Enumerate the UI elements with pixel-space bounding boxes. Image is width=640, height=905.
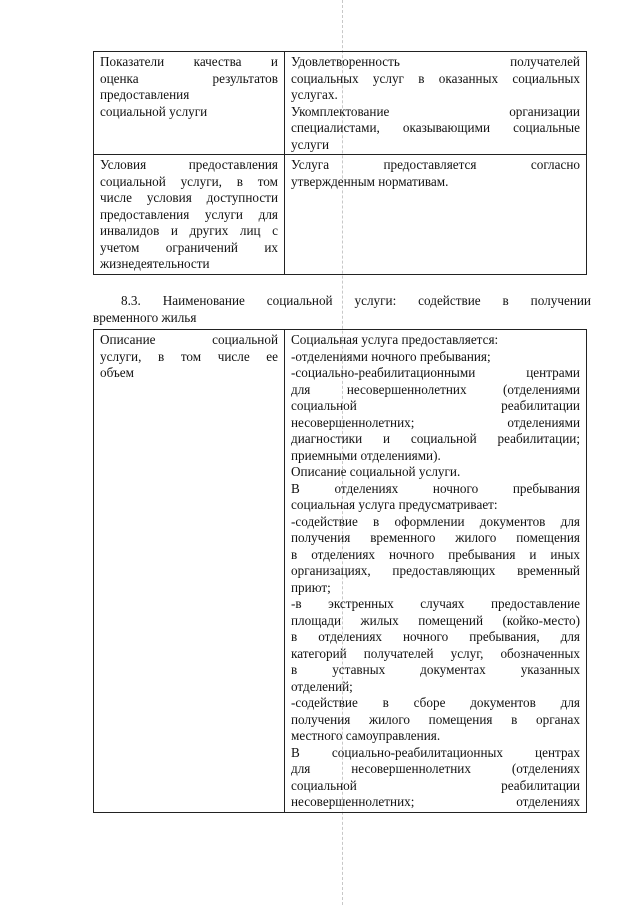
text-line: -отделениями ночного пребывания; (291, 348, 491, 364)
table-row (94, 52, 587, 155)
text-line: площади жилых помещений (койко-место) (291, 612, 580, 628)
text-line: услугах. (291, 87, 338, 102)
quality-conditions-table (93, 51, 587, 275)
text-line: утвержденным нормативам. (291, 173, 449, 189)
row-label-cell (94, 330, 285, 813)
text-line: Описание социальной услуги. (291, 464, 461, 479)
text-line: -содействие в оформлении документов для (291, 513, 580, 529)
text-line: объем (100, 365, 134, 380)
text-line: социальной реабилитации (291, 398, 580, 413)
text-line: социальной услуги (100, 103, 208, 119)
text-line: специалистами, оказывающими социальные (291, 120, 580, 135)
text-line: Описание социальной (100, 332, 278, 347)
text-line: Укомплектование организации (291, 103, 580, 119)
text-line: оценка результатов (100, 70, 278, 86)
text-line: жизнедеятельности (100, 256, 210, 271)
row-value-cell (285, 155, 587, 275)
text-line: В социально-реабилитационных центрах (291, 744, 580, 760)
text-line: для несовершеннолетних (отделениями (291, 381, 580, 397)
text-line: Удовлетворенность получателей (291, 54, 580, 69)
text-line: Показатели качества и (100, 54, 278, 69)
text-line: для несовершеннолетних (отделениях (291, 761, 580, 776)
table-row (94, 155, 587, 275)
text-line: в отделениях ночного пребывания, для (291, 629, 580, 644)
text-line: несовершеннолетних; отделениями (291, 414, 580, 430)
section-heading-8-3 (93, 293, 591, 326)
row-label-cell (94, 155, 285, 275)
text-line: получения временного жилого помещения (291, 530, 580, 545)
service-description-table (93, 329, 587, 813)
text-line: социальной услуги, в том (100, 173, 278, 189)
text-line: несовершеннолетних; отделениях (291, 794, 580, 809)
text-line: Социальная услуга предоставляется: (291, 332, 499, 347)
text-line: Условия предоставления (100, 157, 278, 172)
text-line: услуги (291, 136, 330, 152)
text-line: предоставления услуги для (100, 206, 278, 222)
text-line: получения жилого помещения в органах (291, 711, 580, 727)
text-line: приют; (291, 579, 331, 595)
text-line: В отделениях ночного пребывания (291, 480, 580, 496)
text-line: категорий получателей услуг, обозначенных (291, 645, 580, 661)
text-line: диагностики и социальной реабилитации; (291, 431, 580, 446)
text-line: организациях, предоставляющих временный (291, 563, 580, 578)
row-label-cell (94, 52, 285, 155)
section-heading-line: временного жилья (93, 309, 197, 325)
text-line: в уставных документах указанных (291, 662, 580, 677)
text-line: учетом ограничений их (100, 239, 278, 255)
table-row (94, 330, 587, 813)
text-line: -в экстренных случаях предоставление (291, 596, 580, 611)
row-value-cell (285, 330, 587, 813)
section-heading-line: 8.3. Наименование социальной услуги: содействие в получении (121, 293, 591, 308)
text-line: услуги, в том числе ее (100, 348, 278, 364)
text-line: приемными отделениями). (291, 447, 441, 463)
text-line: социальной реабилитации (291, 777, 580, 793)
text-line: -содействие в сборе документов для (291, 695, 580, 710)
text-line: социальная услуга предусматривает: (291, 497, 498, 512)
text-line: Услуга предоставляется согласно (291, 157, 580, 172)
text-line: местного самоуправления. (291, 728, 441, 743)
text-line: предоставления (100, 87, 190, 102)
text-line: отделений; (291, 678, 353, 694)
text-line: -социально-реабилитационными центрами (291, 365, 580, 380)
text-line: числе условия доступности (100, 190, 278, 205)
text-line: социальных услуг в оказанных социальных (291, 70, 580, 86)
row-value-cell (285, 52, 587, 155)
text-line: в отделениях ночного пребывания и иных (291, 546, 580, 562)
text-line: инвалидов и других лиц с (100, 223, 278, 238)
